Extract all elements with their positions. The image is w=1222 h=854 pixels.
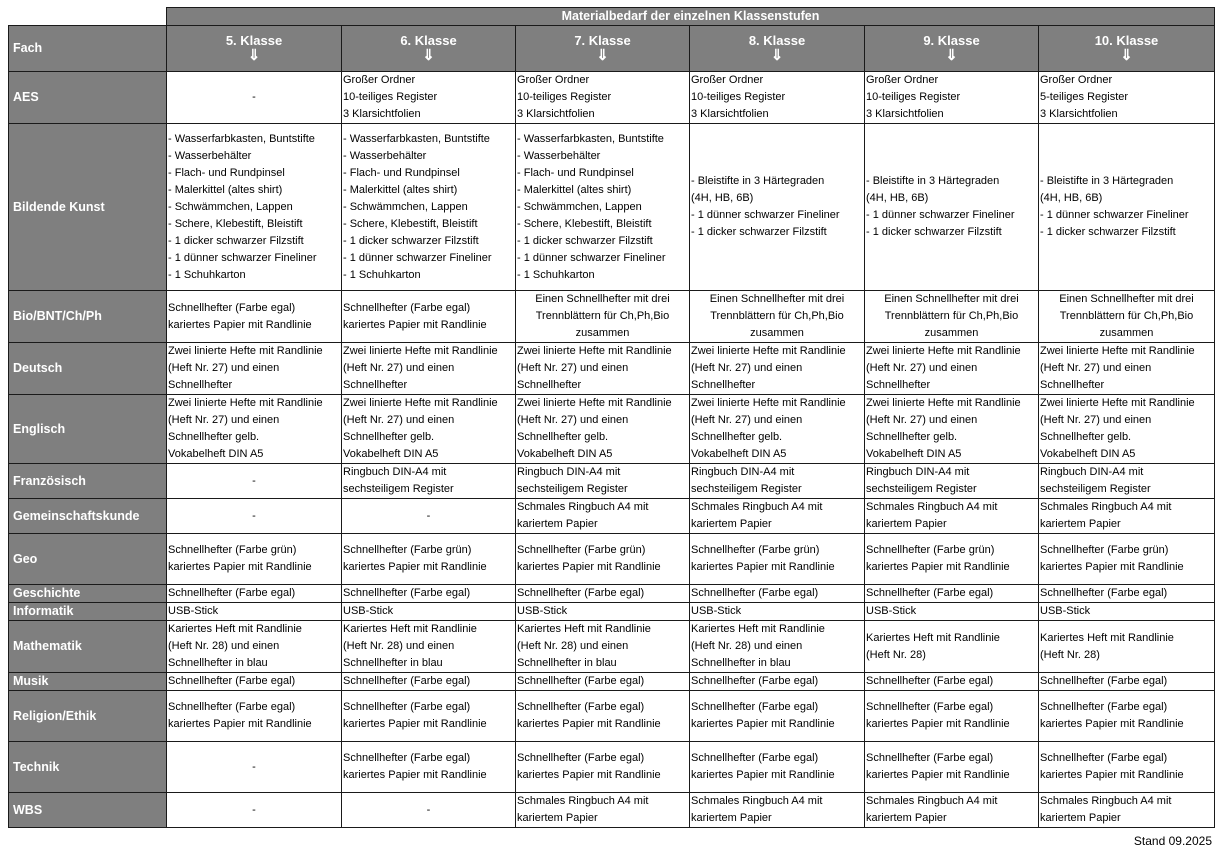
material-cell: Schnellhefter (Farbe egal) (1039, 585, 1215, 603)
material-cell: Ringbuch DIN-A4 mit sechsteiligem Register (865, 464, 1039, 499)
material-cell: - (342, 499, 516, 534)
material-cell: Kariertes Heft mit Randlinie (Heft Nr. 28) und einen Schnellhefter in blau (342, 621, 516, 673)
material-cell: Zwei linierte Hefte mit Randlinie (Heft Nr. 27) und einen Schnellhefter gelb. Vokabelheft DIN A5 (690, 395, 865, 464)
subject-cell: Religion/Ethik (9, 691, 167, 742)
table-row (9, 343, 1215, 395)
material-cell: Zwei linierte Hefte mit Randlinie (Heft Nr. 27) und einen Schnellhefter (1039, 343, 1215, 395)
material-cell: Schnellhefter (Farbe grün) kariertes Papier mit Randlinie (690, 534, 865, 585)
material-cell: Großer Ordner 10-teiliges Register 3 Klarsichtfolien (690, 72, 865, 124)
subject-cell: AES (9, 72, 167, 124)
down-arrow-icon: ⇓ (945, 47, 958, 64)
material-cell: - Wasserfarbkasten, Buntstifte - Wasserbehälter - Flach- und Rundpinsel - Malerkittel (altes shirt) - Schwämmchen, Lappen - Schere, Klebestift, Bleistift - 1 dicker schwarzer Filzstift - 1 dünner schwarzer Fineliner - 1 Schuhkarton (516, 124, 690, 291)
material-cell: Großer Ordner 10-teiliges Register 3 Klarsichtfolien (516, 72, 690, 124)
material-cell: Ringbuch DIN-A4 mit sechsteiligem Register (516, 464, 690, 499)
table-row (9, 742, 1215, 793)
material-cell: Schnellhefter (Farbe egal) kariertes Papier mit Randlinie (516, 691, 690, 742)
table-row (9, 395, 1215, 464)
material-cell: USB-Stick (167, 603, 342, 621)
table-row (9, 499, 1215, 534)
material-cell: Zwei linierte Hefte mit Randlinie (Heft Nr. 27) und einen Schnellhefter (516, 343, 690, 395)
down-arrow-icon: ⇓ (1120, 47, 1133, 64)
grade-label: 7. Klasse (574, 33, 631, 48)
grade-label: 10. Klasse (1094, 33, 1159, 48)
table-row (9, 793, 1215, 828)
material-cell: Zwei linierte Hefte mit Randlinie (Heft Nr. 27) und einen Schnellhefter gelb. Vokabelheft DIN A5 (167, 395, 342, 464)
material-cell: Schnellhefter (Farbe egal) (516, 673, 690, 691)
material-cell: Schnellhefter (Farbe egal) (690, 673, 865, 691)
table-row (9, 585, 1215, 603)
material-cell: Schmales Ringbuch A4 mit kariertem Papier (1039, 793, 1215, 828)
material-cell: Schnellhefter (Farbe egal) (865, 673, 1039, 691)
down-arrow-icon: ⇓ (770, 47, 784, 64)
material-cell: Kariertes Heft mit Randlinie (Heft Nr. 28) (1039, 621, 1215, 673)
grade-header (690, 26, 865, 72)
material-cell: Zwei linierte Hefte mit Randlinie (Heft Nr. 27) und einen Schnellhefter (690, 343, 865, 395)
material-cell: - Wasserfarbkasten, Buntstifte - Wasserbehälter - Flach- und Rundpinsel - Malerkittel (altes shirt) - Schwämmchen, Lappen - Schere, Klebestift, Bleistift - 1 dicker schwarzer Filzstift - 1 dünner schwarzer Fineliner - 1 Schuhkarton (342, 124, 516, 291)
subject-cell: Musik (9, 673, 167, 691)
material-cell: Schnellhefter (Farbe egal) (516, 585, 690, 603)
material-cell: Schnellhefter (Farbe grün) kariertes Papier mit Randlinie (516, 534, 690, 585)
material-cell: - (167, 464, 342, 499)
table-row (9, 621, 1215, 673)
material-cell: Schmales Ringbuch A4 mit kariertem Papier (1039, 499, 1215, 534)
down-arrow-icon: ⇓ (422, 47, 435, 64)
material-cell: USB-Stick (342, 603, 516, 621)
material-cell: Kariertes Heft mit Randlinie (Heft Nr. 28) und einen Schnellhefter in blau (690, 621, 865, 673)
grade-label: 6. Klasse (400, 33, 457, 48)
subject-cell: Bildende Kunst (9, 124, 167, 291)
material-cell: Schnellhefter (Farbe egal) kariertes Papier mit Randlinie (342, 291, 516, 343)
material-cell: Schnellhefter (Farbe egal) (167, 585, 342, 603)
corner-blank (9, 8, 167, 26)
subject-cell: Französisch (9, 464, 167, 499)
table-row (9, 673, 1215, 691)
material-cell: Schmales Ringbuch A4 mit kariertem Papier (865, 793, 1039, 828)
material-cell: Ringbuch DIN-A4 mit sechsteiligem Register (342, 464, 516, 499)
stand-date: Stand 09.2025 (1133, 834, 1212, 848)
material-cell: Großer Ordner 10-teiliges Register 3 Klarsichtfolien (865, 72, 1039, 124)
material-cell: Schnellhefter (Farbe egal) kariertes Papier mit Randlinie (1039, 742, 1215, 793)
material-cell: Zwei linierte Hefte mit Randlinie (Heft Nr. 27) und einen Schnellhefter gelb. Vokabelheft DIN A5 (516, 395, 690, 464)
material-cell: Großer Ordner 10-teiliges Register 3 Klarsichtfolien (342, 72, 516, 124)
material-cell: Schnellhefter (Farbe egal) kariertes Papier mit Randlinie (342, 742, 516, 793)
material-cell: - Bleistifte in 3 Härtegraden (4H, HB, 6B) - 1 dünner schwarzer Fineliner - 1 dicker schwarzer Filzstift (1039, 124, 1215, 291)
subject-cell: Technik (9, 742, 167, 793)
table-row (9, 603, 1215, 621)
material-cell: USB-Stick (516, 603, 690, 621)
subject-cell: Bio/BNT/Ch/Ph (9, 291, 167, 343)
material-cell: Schnellhefter (Farbe egal) (342, 585, 516, 603)
material-cell: Schmales Ringbuch A4 mit kariertem Papier (516, 499, 690, 534)
material-cell: Kariertes Heft mit Randlinie (Heft Nr. 28) (865, 621, 1039, 673)
grade-header (865, 26, 1039, 72)
material-cell: Zwei linierte Hefte mit Randlinie (Heft Nr. 27) und einen Schnellhefter (865, 343, 1039, 395)
material-cell: Einen Schnellhefter mit drei Trennblättern für Ch,Ph,Bio zusammen (1039, 291, 1215, 343)
subject-cell: WBS (9, 793, 167, 828)
grade-label: 5. Klasse (225, 33, 283, 48)
material-cell: Schnellhefter (Farbe grün) kariertes Papier mit Randlinie (342, 534, 516, 585)
material-cell: Schnellhefter (Farbe egal) kariertes Papier mit Randlinie (865, 691, 1039, 742)
material-cell: Schnellhefter (Farbe egal) (167, 673, 342, 691)
fach-header: Fach (9, 26, 167, 72)
material-cell: Schnellhefter (Farbe egal) kariertes Papier mit Randlinie (690, 691, 865, 742)
material-cell: Schnellhefter (Farbe grün) kariertes Papier mit Randlinie (167, 534, 342, 585)
material-cell: Schnellhefter (Farbe egal) (690, 585, 865, 603)
material-cell: Zwei linierte Hefte mit Randlinie (Heft Nr. 27) und einen Schnellhefter gelb. Vokabelheft DIN A5 (1039, 395, 1215, 464)
material-cell: Schnellhefter (Farbe grün) kariertes Papier mit Randlinie (865, 534, 1039, 585)
material-cell: Schnellhefter (Farbe egal) kariertes Papier mit Randlinie (516, 742, 690, 793)
material-cell: - Bleistifte in 3 Härtegraden (4H, HB, 6B) - 1 dünner schwarzer Fineliner - 1 dicker schwarzer Filzstift (690, 124, 865, 291)
material-cell: Schnellhefter (Farbe egal) kariertes Papier mit Randlinie (167, 291, 342, 343)
material-cell: Schnellhefter (Farbe egal) kariertes Papier mit Randlinie (342, 691, 516, 742)
material-cell: USB-Stick (865, 603, 1039, 621)
material-cell: Schnellhefter (Farbe grün) kariertes Papier mit Randlinie (1039, 534, 1215, 585)
table-body (9, 72, 1215, 828)
table-row (9, 464, 1215, 499)
subject-cell: Geschichte (9, 585, 167, 603)
table-row (9, 72, 1215, 124)
table-row (9, 691, 1215, 742)
material-cell: Schnellhefter (Farbe egal) kariertes Papier mit Randlinie (167, 691, 342, 742)
grade-header (167, 26, 342, 72)
material-cell: Schnellhefter (Farbe egal) (342, 673, 516, 691)
material-cell: Schnellhefter (Farbe egal) (865, 585, 1039, 603)
material-cell: Einen Schnellhefter mit drei Trennblättern für Ch,Ph,Bio zusammen (690, 291, 865, 343)
subject-cell: Deutsch (9, 343, 167, 395)
material-table-sheet (8, 7, 1215, 828)
material-cell: Schmales Ringbuch A4 mit kariertem Papier (690, 499, 865, 534)
material-cell: Schmales Ringbuch A4 mit kariertem Papier (690, 793, 865, 828)
material-cell: Schnellhefter (Farbe egal) kariertes Papier mit Randlinie (1039, 691, 1215, 742)
material-cell: Großer Ordner 5-teiliges Register 3 Klarsichtfolien (1039, 72, 1215, 124)
material-cell: - (167, 793, 342, 828)
material-cell: - (167, 742, 342, 793)
material-cell: USB-Stick (690, 603, 865, 621)
material-cell: - (167, 499, 342, 534)
table-row (9, 291, 1215, 343)
grade-header-row (9, 26, 1215, 72)
material-cell: Kariertes Heft mit Randlinie (Heft Nr. 28) und einen Schnellhefter in blau (516, 621, 690, 673)
material-cell: - (342, 793, 516, 828)
material-cell: Zwei linierte Hefte mit Randlinie (Heft Nr. 27) und einen Schnellhefter (342, 343, 516, 395)
material-cell: Ringbuch DIN-A4 mit sechsteiligem Register (690, 464, 865, 499)
grade-label: 8. Klasse (748, 33, 806, 48)
grade-header (516, 26, 690, 72)
down-arrow-icon: ⇓ (247, 47, 261, 64)
subject-cell: Geo (9, 534, 167, 585)
material-cell: - Bleistifte in 3 Härtegraden (4H, HB, 6B) - 1 dünner schwarzer Fineliner - 1 dicker schwarzer Filzstift (865, 124, 1039, 291)
material-cell: Einen Schnellhefter mit drei Trennblättern für Ch,Ph,Bio zusammen (865, 291, 1039, 343)
table-title: Materialbedarf der einzelnen Klassenstufen (167, 8, 1215, 26)
material-cell: Schnellhefter (Farbe egal) (1039, 673, 1215, 691)
material-cell: Ringbuch DIN-A4 mit sechsteiligem Register (1039, 464, 1215, 499)
material-cell: Einen Schnellhefter mit drei Trennblättern für Ch,Ph,Bio zusammen (516, 291, 690, 343)
material-cell: USB-Stick (1039, 603, 1215, 621)
material-cell: Schmales Ringbuch A4 mit kariertem Papier (516, 793, 690, 828)
material-cell: Schnellhefter (Farbe egal) kariertes Papier mit Randlinie (690, 742, 865, 793)
subject-cell: Informatik (9, 603, 167, 621)
material-cell: - Wasserfarbkasten, Buntstifte - Wasserbehälter - Flach- und Rundpinsel - Malerkittel (altes shirt) - Schwämmchen, Lappen - Schere, Klebestift, Bleistift - 1 dicker schwarzer Filzstift - 1 dünner schwarzer Fineliner - 1 Schuhkarton (167, 124, 342, 291)
material-cell: - (167, 72, 342, 124)
down-arrow-icon: ⇓ (596, 47, 609, 64)
grade-label: 9. Klasse (923, 33, 980, 48)
grade-header (1039, 26, 1215, 72)
subject-cell: Gemeinschaftskunde (9, 499, 167, 534)
material-cell: Schmales Ringbuch A4 mit kariertem Papier (865, 499, 1039, 534)
material-table (8, 7, 1215, 828)
material-cell: Zwei linierte Hefte mit Randlinie (Heft Nr. 27) und einen Schnellhefter gelb. Vokabelheft DIN A5 (342, 395, 516, 464)
table-row (9, 534, 1215, 585)
subject-cell: Mathematik (9, 621, 167, 673)
material-cell: Zwei linierte Hefte mit Randlinie (Heft Nr. 27) und einen Schnellhefter gelb. Vokabelheft DIN A5 (865, 395, 1039, 464)
grade-header (342, 26, 516, 72)
subject-cell: Englisch (9, 395, 167, 464)
table-row (9, 124, 1215, 291)
material-cell: Kariertes Heft mit Randlinie (Heft Nr. 28) und einen Schnellhefter in blau (167, 621, 342, 673)
material-cell: Schnellhefter (Farbe egal) kariertes Papier mit Randlinie (865, 742, 1039, 793)
material-cell: Zwei linierte Hefte mit Randlinie (Heft Nr. 27) und einen Schnellhefter (167, 343, 342, 395)
